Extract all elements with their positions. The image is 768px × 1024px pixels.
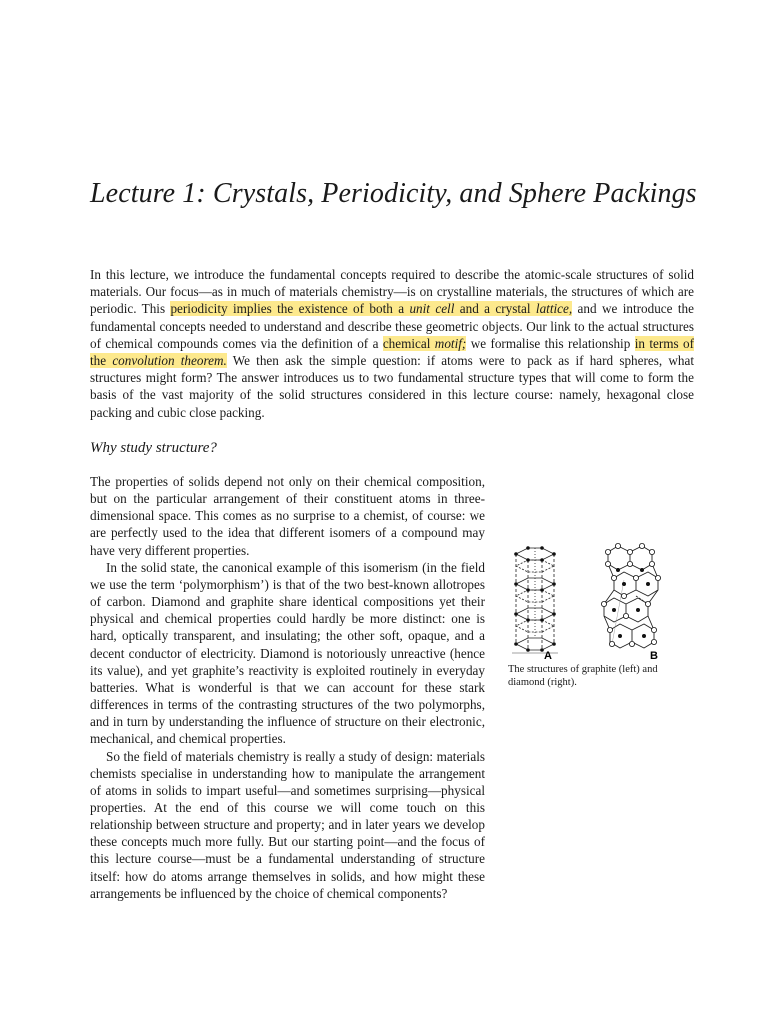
lecture-title: Lecture 1: Crystals, Periodicity, and Sphere Packings (90, 178, 697, 209)
label-diamond-b: B (650, 650, 658, 660)
diamond-structure (601, 543, 660, 648)
intro-text-3: we formalise this relationship (466, 335, 635, 351)
highlight-text: and a crystal (454, 301, 536, 317)
highlight-text: periodicity implies the existence of both a (170, 301, 410, 317)
highlight-text: chemical (382, 335, 435, 351)
figure-graphite-diamond (508, 540, 688, 689)
body-paragraph-2: In the solid state, the canonical example of this isomerism (in the field we use the term ‘polymorphism’) is that of the two best-known allotropes of carbon. Diamond and graphite share identical compositions yet their physical and chemical properties could hardly be more distinct: one is hard, optically transparent, and insulating; the other soft, opaque, and a decent conductor of electricity. Diamond is notoriously unreactive (hence its value), and yet graphite’s reactivity is exploited routinely in everyday batteries. What is wonderful is that we can account for these stark differences in terms of the contrasting structures of the two polymorphs, and in turn by understanding the influence of structure on their electronic, mechanical, and chemical properties. (90, 559, 485, 747)
highlight-periodicity (170, 301, 572, 316)
graphite-structure (512, 546, 558, 653)
label-graphite-a: A (544, 650, 552, 660)
intro-paragraph (90, 266, 694, 421)
section-body (90, 473, 485, 902)
figure-caption: The structures of graphite (left) and diamond (right). (508, 664, 658, 688)
highlight-text: in terms of the (90, 335, 695, 369)
body-paragraph-3: So the field of materials chemistry is really a study of design: materials chemists specialise in understanding how to manipulate the arrangement of atoms in solids to impart useful—and sometimes surprising—physical properties. At the end of this course we will come touch on this relationship between structure and property; and in later years we develop these concepts much more fully. But our starting point—and the focus of this lecture course—must be a fundamental understanding of structure itself: how do atoms arrange themselves in solids, and how might these arrangements be influenced by the choice of chemical components? (90, 748, 485, 901)
term-lattice: lattice, (535, 301, 573, 317)
term-convolution-theorem: convolution theorem. (112, 353, 227, 369)
intro-text-4: We then ask the simple question: if atoms were to pack as if hard spheres, what structures might form? The answer introduces us to two fundamental structure types that will come to form the basis of the vast majority of the solid structures considered in this lecture course: namely, hexagonal close packing and cubic close packing. (90, 353, 694, 420)
section-heading: Why study structure? (90, 440, 217, 456)
highlight-motif (383, 336, 467, 351)
term-unit-cell: unit cell (409, 301, 455, 317)
intro-text-2: and we introduce the fundamental concepts needed to understand and describe these geometric objects. Our link to the actual structures of chemical compounds comes via the definition of a (90, 301, 694, 351)
structures-illustration (508, 540, 688, 660)
intro-text-1: In this lecture, we introduce the fundamental concepts required to describe the atomic-scale structures of solid materials. Our focus—as in much of materials chemistry—is on crystalline materials, the structures of which are periodic. This (90, 267, 694, 317)
body-paragraph-1: The properties of solids depend not only on their chemical composition, but on the particular arrangement of their constituent atoms in three-dimensional space. This comes as no surprise to a chemist, of course: we are perfectly used to the idea that different isomers of a compound may have very different properties. (90, 474, 485, 558)
term-motif: motif; (434, 335, 467, 351)
